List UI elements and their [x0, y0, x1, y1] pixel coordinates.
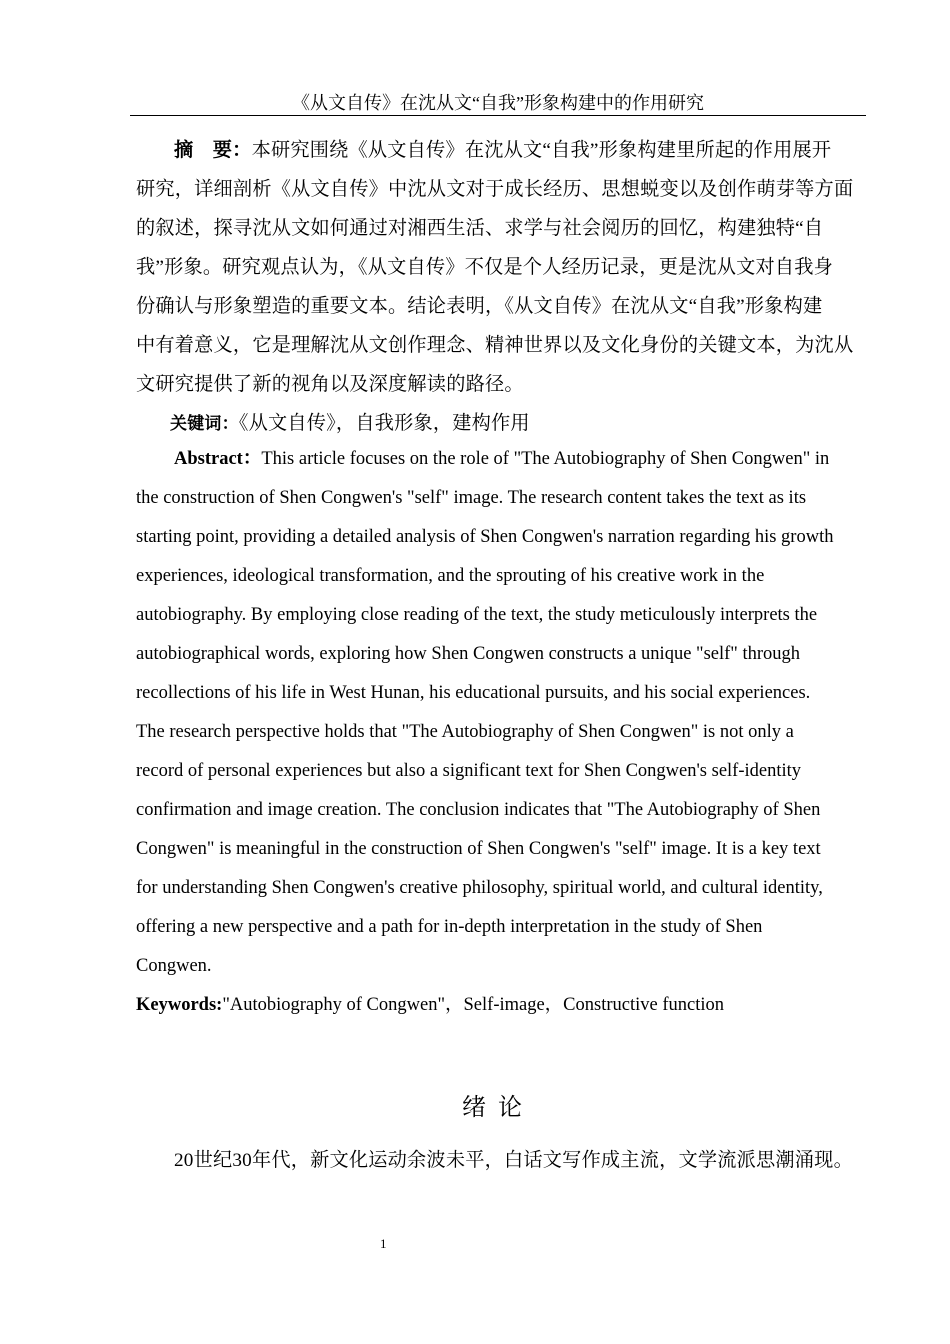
abstract-cn-line: 我”形象。研究观点认为，《从文自传》不仅是个人经历记录，更是沈从文对自我身 — [136, 257, 834, 278]
abstract-en-line: confirmation and image creation. The conclusion indicates that "The Autobiography of Shen — [136, 800, 821, 820]
keywords-en-text: "Autobiography of Congwen"，Self-image，Constructive function — [222, 995, 724, 1015]
keywords-en-label: Keywords: — [136, 995, 223, 1015]
abstract-en-line: The research perspective holds that "The Autobiography of Shen Congwen" is not only a — [136, 722, 794, 742]
header-rule — [130, 115, 866, 116]
intro-body — [136, 1141, 860, 1180]
abstract-en-line: the construction of Shen Congwen's "self" image. The research content takes the text as its — [136, 488, 807, 508]
abstract-en-line: Abstract：This article focuses on the role of "The Autobiography of Shen Congwen" in — [174, 449, 830, 469]
keywords-cn-text: 《从文自传》，自我形象，建构作用 — [238, 413, 530, 434]
keywords-cn — [136, 404, 860, 443]
abstract-en-line: offering a new perspective and a path for in-depth interpretation in the study of Shen — [136, 917, 763, 937]
abstract-en-line: starting point, providing a detailed analysis of Shen Congwen's narration regarding his growth — [136, 527, 834, 547]
page-number: 1 — [380, 1236, 387, 1251]
abstract-en-line: record of personal experiences but also a significant text for Shen Congwen's self-identity — [136, 761, 802, 781]
abstract-cn — [136, 131, 860, 443]
abstract-en-line: recollections of his life in West Hunan, his educational pursuits, and his social experiences. — [136, 683, 811, 703]
abstract-en-line: Congwen. — [136, 956, 212, 976]
running-header: 《从文自传》在沈从文“自我”形象构建中的作用研究 — [292, 93, 704, 113]
abstract-cn-line: 研究，详细剖析《从文自传》中沈从文对于成长经历、思想蜕变以及创作萌芽等方面 — [136, 179, 854, 200]
abstract-en-line: experiences, ideological transformation, and the sprouting of his creative work in the — [136, 566, 765, 586]
keywords-cn-label: 关键词： — [170, 414, 239, 434]
abstract-cn-line: 摘 要：本研究围绕《从文自传》在沈从文“自我”形象构建里所起的作用展开 — [174, 140, 832, 161]
keywords-en — [136, 986, 860, 1025]
intro-paragraph: 20世纪30年代，新文化运动余波未平，白话文写作成主流，文学流派思潮涌现。 — [174, 1150, 853, 1171]
abstract-en-line: autobiography. By employing close reading of the text, the study meticulously interprets the — [136, 605, 818, 625]
abstract-cn-line: 的叙述，探寻沈从文如何通过对湘西生活、求学与社会阅历的回忆，构建独特“自 — [136, 218, 824, 239]
abstract-en-line: Congwen" is meaningful in the construction of Shen Congwen's "self" image. It is a key text — [136, 839, 821, 859]
abstract-cn-line: 中有着意义，它是理解沈从文创作理念、精神世界以及文化身份的关键文本，为沈从 — [136, 335, 854, 356]
abstract-en-line: autobiographical words, exploring how Shen Congwen constructs a unique "self" through — [136, 644, 801, 664]
abstract-en-line: for understanding Shen Congwen's creative philosophy, spiritual world, and cultural identity, — [136, 878, 823, 898]
abstract-en — [136, 440, 860, 1025]
abstract-cn-line: 份确认与形象塑造的重要文本。结论表明，《从文自传》在沈从文“自我”形象构建 — [136, 296, 823, 317]
section-heading-intro: 绪论 — [462, 1095, 534, 1121]
abstract-cn-line: 文研究提供了新的视角以及深度解读的路径。 — [136, 374, 524, 395]
abstract-en-label: Abstract： — [174, 449, 262, 469]
abstract-cn-label: 摘 要： — [174, 140, 252, 161]
